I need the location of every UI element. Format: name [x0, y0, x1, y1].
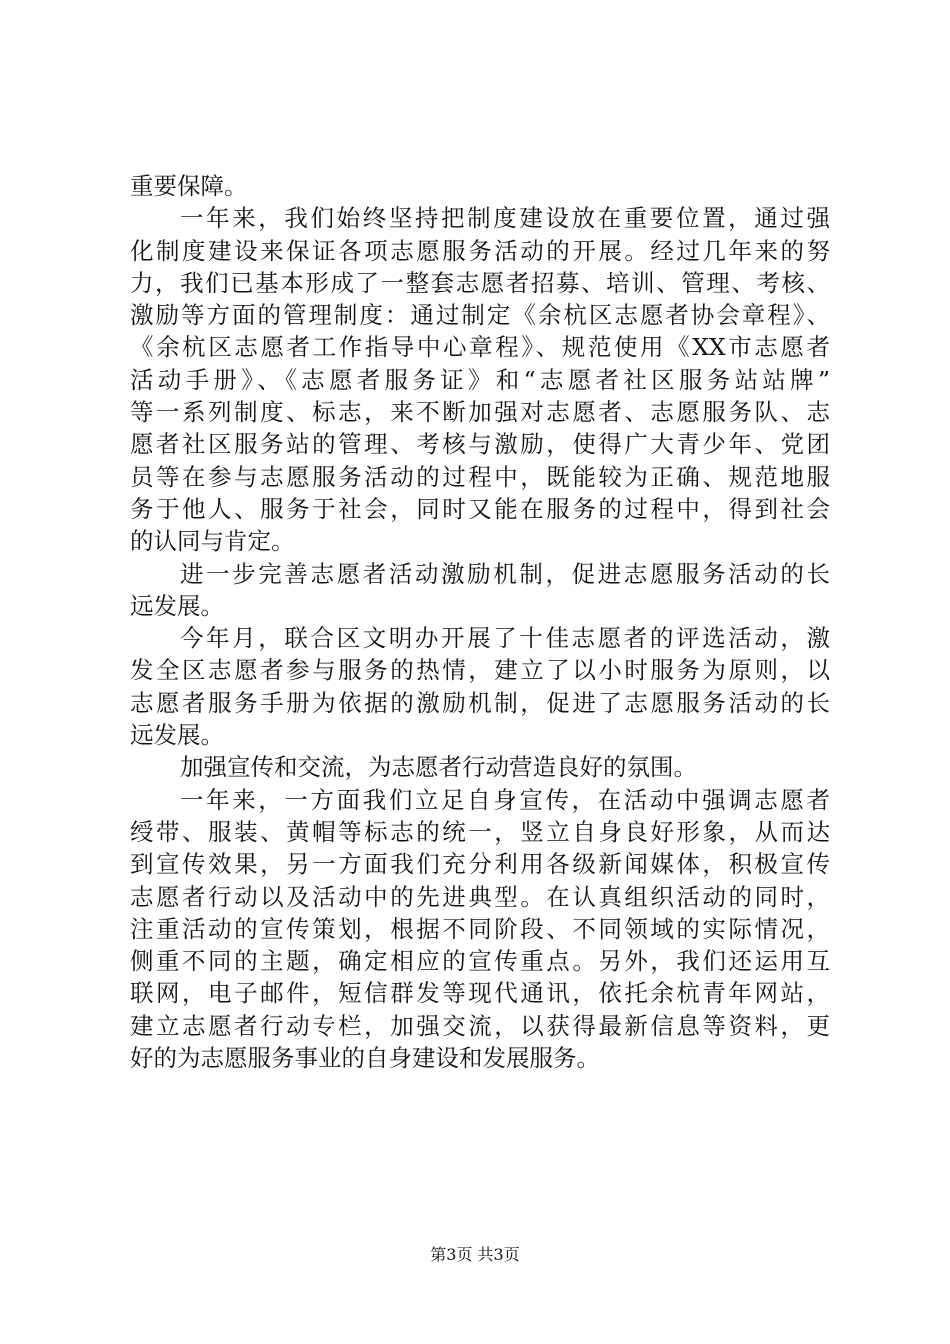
text-line: 愿者社区服务站的管理、考核与激励，使得广大青少年、党团 — [130, 430, 830, 459]
text-line: 力，我们已基本形成了一整套志愿者招募、培训、管理、考核、 — [130, 268, 830, 297]
text-line: 注重活动的宣传策划，根据不同阶段、不同领域的实际情况， — [130, 914, 830, 943]
text-line: 加强宣传和交流，为志愿者行动营造良好的氛围。 — [180, 753, 697, 782]
text-line: 重要保障。 — [130, 172, 248, 200]
text-line: 员等在参与志愿服务活动的过程中，既能较为正确、规范地服 — [130, 462, 830, 491]
text-line: 远发展。 — [130, 591, 224, 620]
text-line: 的认同与肯定。 — [130, 527, 295, 556]
text-line: 今年月，联合区文明办开展了十佳志愿者的评选活动，激 — [180, 624, 830, 653]
text-line: 建立志愿者行动专栏，加强交流，以获得最新信息等资料，更 — [130, 1011, 830, 1040]
text-line: 《余杭区志愿者工作指导中心章程》、规范使用《XX市志愿者 — [130, 333, 830, 362]
text-line: 发全区志愿者参与服务的热情，建立了以小时服务为原则，以 — [130, 656, 830, 685]
text-line: 到宣传效果，另一方面我们充分利用各级新闻媒体，积极宣传 — [130, 850, 830, 879]
text-line: 联网，电子邮件，短信群发等现代通讯，依托余杭青年网站， — [130, 979, 830, 1008]
document-body — [130, 170, 830, 1074]
text-line: 志愿者服务手册为依据的激励机制，促进了志愿服务活动的长 — [130, 688, 830, 717]
text-line: 好的为志愿服务事业的自身建设和发展服务。 — [130, 1044, 600, 1073]
text-line: 侧重不同的主题，确定相应的宣传重点。另外，我们还运用互 — [130, 947, 830, 976]
text-line: 一年来，我们始终坚持把制度建设放在重要位置，通过强 — [180, 204, 830, 233]
text-line: 激励等方面的管理制度：通过制定《余杭区志愿者协会章程》、 — [130, 301, 830, 330]
text-line: 化制度建设来保证各项志愿服务活动的开展。经过几年来的努 — [130, 236, 830, 265]
text-line: 绶带、服装、黄帽等标志的统一，竖立自身良好形象，从而达 — [130, 817, 830, 846]
text-line: 进一步完善志愿者活动激励机制，促进志愿服务活动的长 — [180, 559, 830, 588]
text-line: 务于他人、服务于社会，同时又能在服务的过程中，得到社会 — [130, 494, 830, 523]
text-line: 一年来，一方面我们立足自身宣传，在活动中强调志愿者 — [180, 785, 830, 814]
text-line: 远发展。 — [130, 721, 224, 750]
text-line: 志愿者行动以及活动中的先进典型。在认真组织活动的同时， — [130, 882, 830, 911]
page-number: 第3页 共3页 — [430, 1245, 520, 1264]
text-line: 活动手册》、《志愿者服务证》和“志愿者社区服务站站牌” — [130, 365, 830, 394]
text-line: 等一系列制度、标志，来不断加强对志愿者、志愿服务队、志 — [130, 398, 830, 427]
